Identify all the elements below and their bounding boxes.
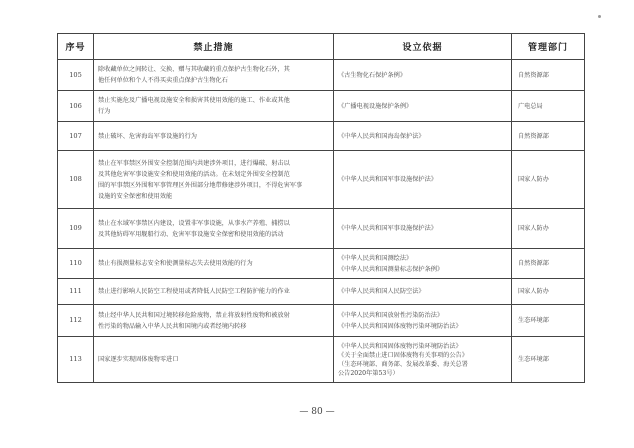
header-measure: 禁止措施 (94, 34, 334, 60)
table-row (58, 122, 585, 151)
row-dept: 国家人防办 (512, 209, 585, 249)
row-measure: 禁止实施危及广播电视设施安全和损害其使用效能的施工、作业或其他 行为 (94, 91, 334, 122)
row-measure: 禁止在水域军事禁区内建设，设置非军事设施，从事水产养殖、捕捞以 及其他妨碍军用舰船行动、危害军事设施安全保密和使用效能的活动 (94, 209, 334, 249)
row-dept: 生态环境部 (512, 337, 585, 383)
table-row (58, 151, 585, 209)
prohibition-table (57, 33, 585, 383)
row-measure: 除收藏单位之间转让、交换、赠与其收藏的重点保护古生物化石外，其 他任何单位和个人不得买卖重点保护古生物化石 (94, 60, 334, 91)
table-row (58, 279, 585, 305)
row-basis: 《古生物化石保护条例》 (334, 60, 512, 91)
row-number: 113 (58, 337, 94, 383)
row-basis: 《中华人民共和国军事设施保护法》 (334, 151, 512, 209)
row-dept: 广电总局 (512, 91, 585, 122)
header-dept: 管理部门 (512, 34, 585, 60)
table-row (58, 249, 585, 279)
row-dept: 自然资源部 (512, 249, 585, 279)
scan-dot (598, 15, 601, 18)
row-number: 109 (58, 209, 94, 249)
row-dept: 自然资源部 (512, 60, 585, 91)
row-number: 112 (58, 305, 94, 337)
row-basis: 《中华人民共和国军事设施保护法》 (334, 209, 512, 249)
row-dept: 国家人防办 (512, 151, 585, 209)
table-row (58, 209, 585, 249)
row-measure: 禁止在军事禁区外围安全控制范围内共建涉外项目，进行爆破、射击以 及其他危害军事设施安全和使用效能的活动。在未划定外围安全控制范 围的军事禁区外围和军事管理区外围部分地带修建涉外项目，不得危害军事 设施的安全保密和使用效能 (94, 151, 334, 209)
row-dept: 国家人防办 (512, 279, 585, 305)
row-dept: 生态环境部 (512, 305, 585, 337)
row-measure: 禁止有损测量标志安全和使测量标志失去使用效能的行为 (94, 249, 334, 279)
row-measure: 国家逐步实现固体废物零进口 (94, 337, 334, 383)
row-basis: 《中华人民共和国海岛保护法》 (334, 122, 512, 151)
table-row (58, 60, 585, 91)
table-header-row (58, 34, 585, 60)
row-number: 107 (58, 122, 94, 151)
page-number: — 80 — (299, 407, 335, 417)
header-no: 序号 (58, 34, 94, 60)
header-basis: 设立依据 (334, 34, 512, 60)
row-number: 111 (58, 279, 94, 305)
row-basis: 《中华人民共和国固体废物污染环境防治法》 《关于全面禁止进口固体废物有关事项的公告》 （生态环境部、商务部、发展改革委、海关总署 公告2020年第53号） (334, 337, 512, 383)
row-basis: 《中华人民共和国测绘法》 《中华人民共和国测量标志保护条例》 (334, 249, 512, 279)
table-row (58, 91, 585, 122)
row-measure: 禁止破坏、危害海岛军事设施的行为 (94, 122, 334, 151)
row-basis: 《中华人民共和国放射性污染防治法》 《中华人民共和国固体废物污染环境防治法》 (334, 305, 512, 337)
row-number: 110 (58, 249, 94, 279)
row-basis: 《广播电视设施保护条例》 (334, 91, 512, 122)
row-basis: 《中华人民共和国人民防空法》 (334, 279, 512, 305)
table-row (58, 337, 585, 383)
row-number: 105 (58, 60, 94, 91)
row-measure: 禁止进行影响人民防空工程使用或者降低人民防空工程防护能力的作业 (94, 279, 334, 305)
table-row (58, 305, 585, 337)
row-dept: 自然资源部 (512, 122, 585, 151)
row-number: 108 (58, 151, 94, 209)
row-number: 106 (58, 91, 94, 122)
row-measure: 禁止经中华人民共和国过境转移危险废物，禁止将放射性废物和被放射 性污染的物品输入中华人民共和国境内或者经境内转移 (94, 305, 334, 337)
